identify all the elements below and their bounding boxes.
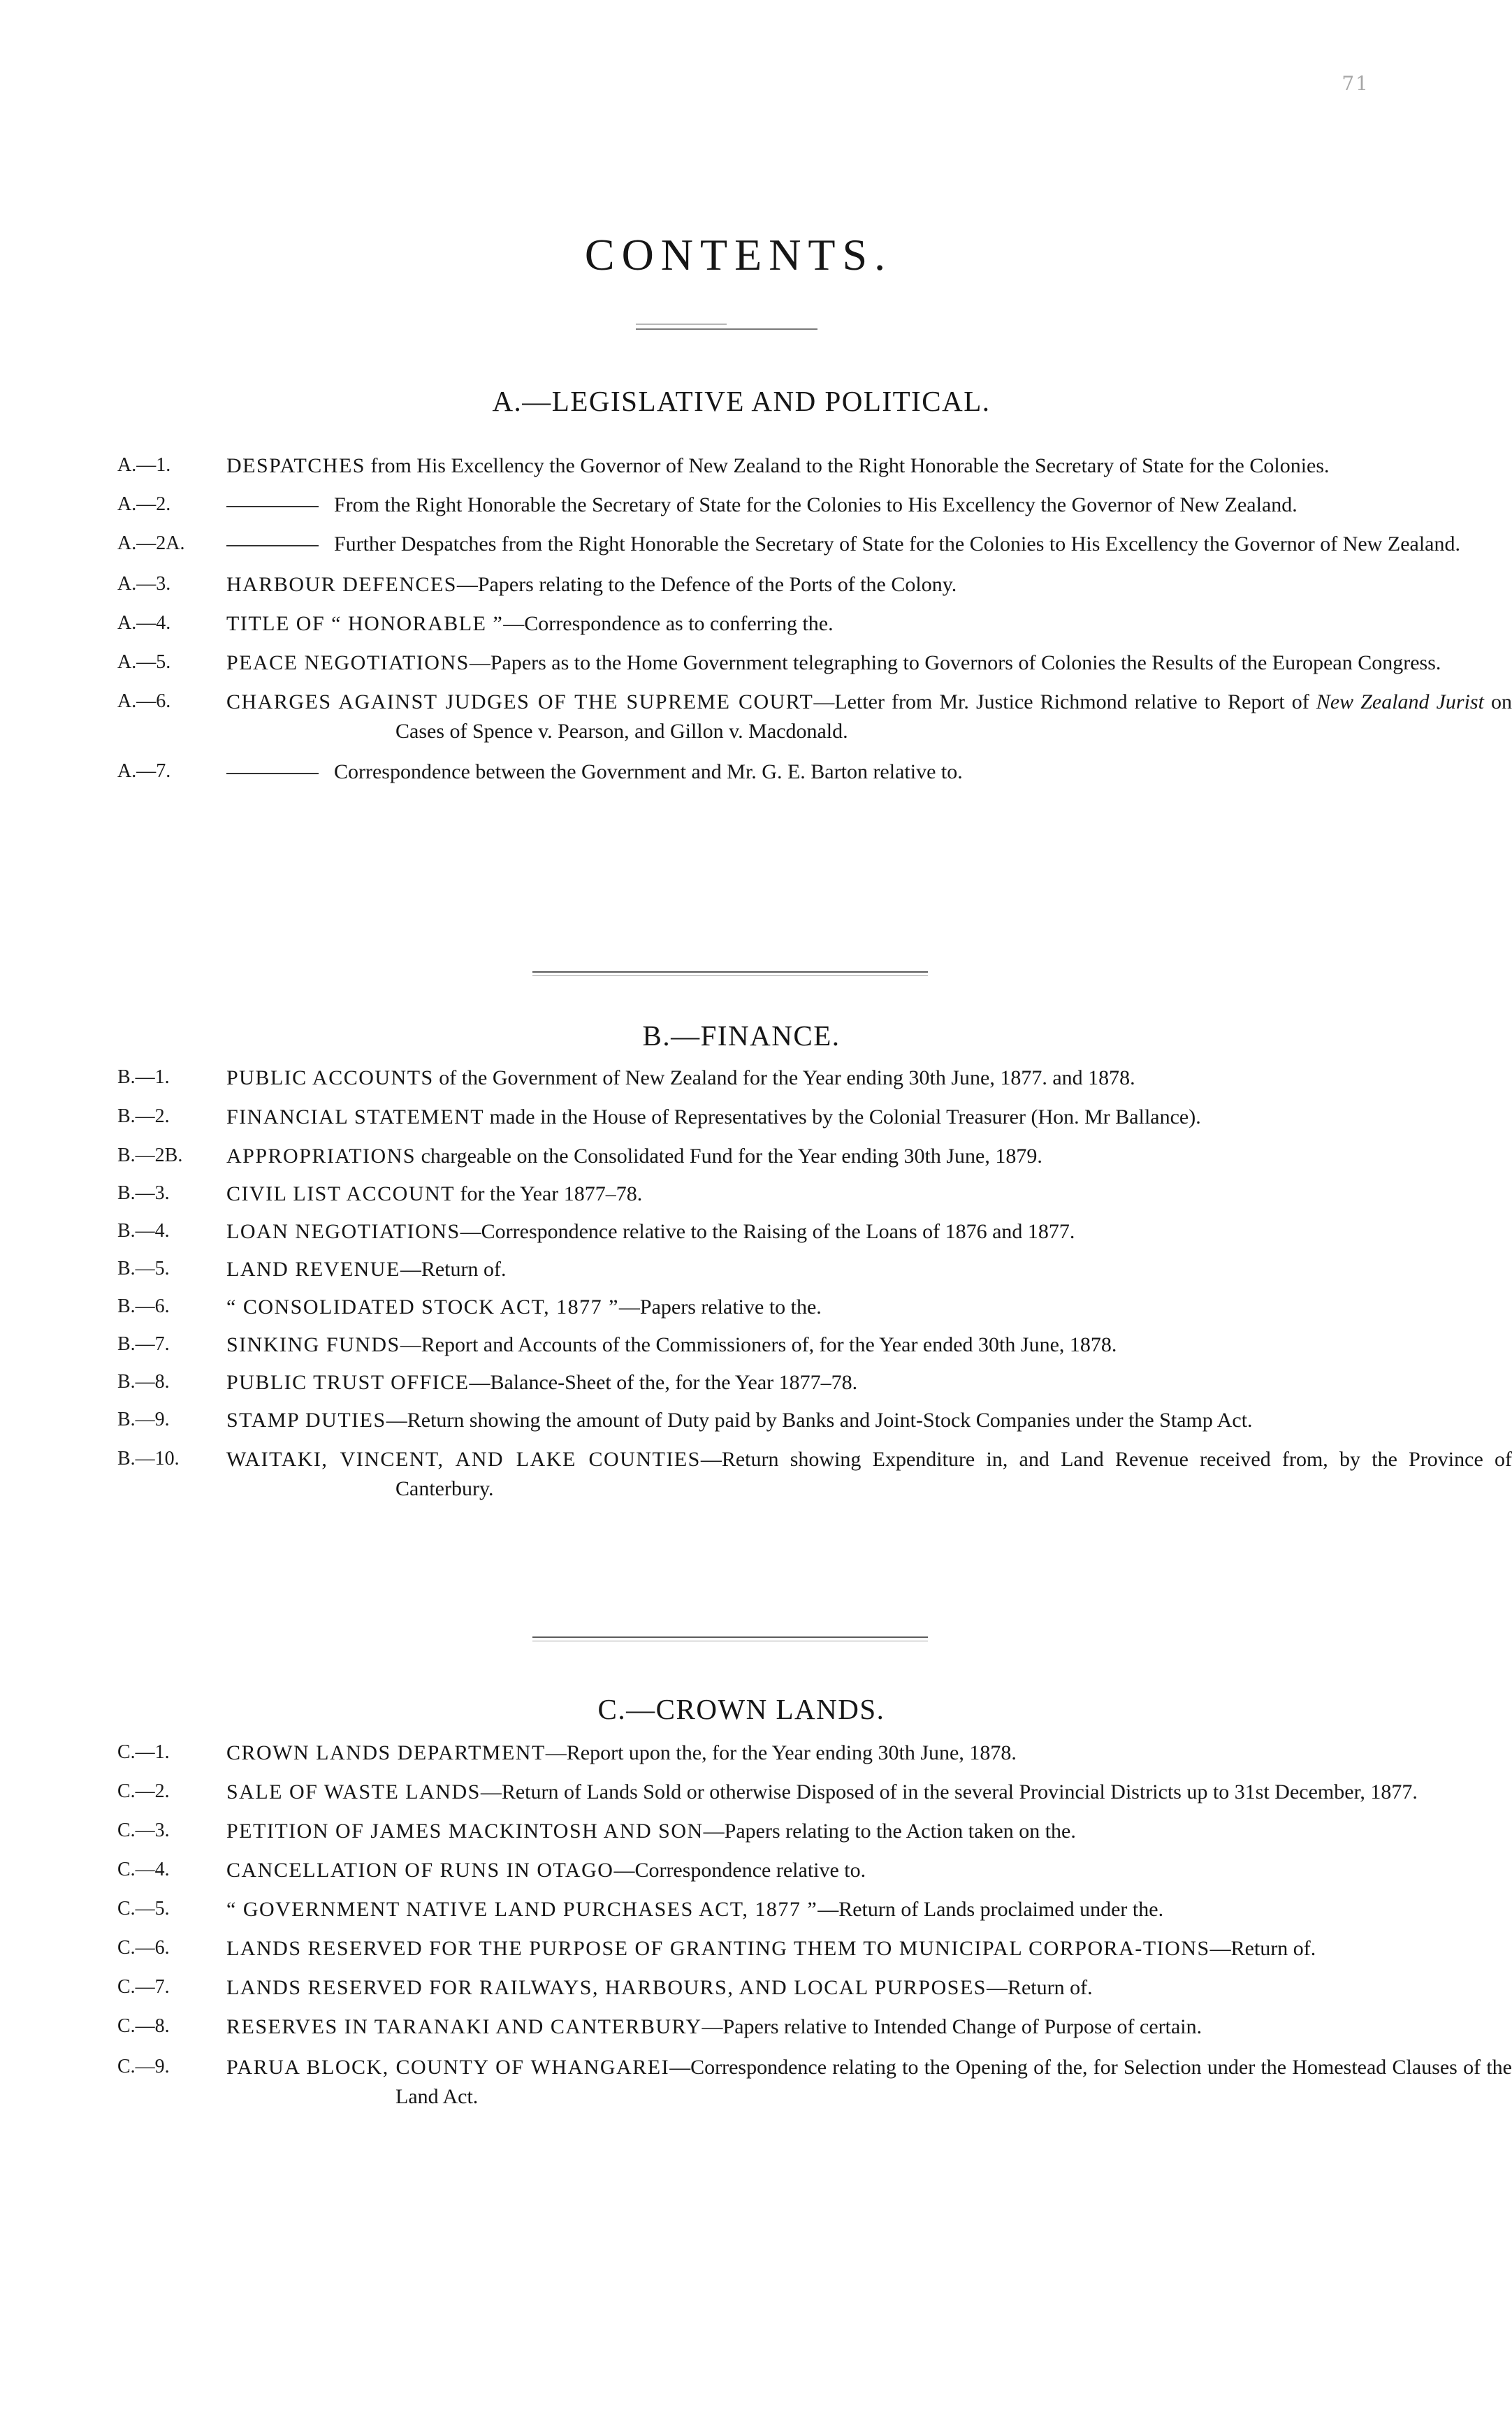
- list-item: [0, 1778, 1477, 1807]
- section-divider: [532, 1636, 928, 1638]
- section-finance: [0, 1019, 1512, 1504]
- list-item: [0, 2053, 1512, 2112]
- entry-code: C.—5.: [117, 1898, 170, 1919]
- entry-description: —Return showing Expenditure in, and Land Revenue received from, by the Province of Canterbury.: [395, 1448, 1512, 1500]
- entry-title: SALE OF WASTE LANDS: [226, 1780, 481, 1803]
- entry-description: chargeable on the Consolidated Fund for the Year ending 30th June, 1879.: [416, 1145, 1042, 1168]
- entry-title: CANCELLATION OF RUNS IN OTAGO: [226, 1859, 614, 1882]
- page-title: CONTENTS.: [584, 230, 893, 280]
- entry-code: B.—3.: [117, 1182, 170, 1204]
- entry-description: —Letter from Mr. Justice Richmond relative to Report of: [813, 690, 1316, 713]
- entry-text: [226, 1973, 1512, 2003]
- entry-text: [226, 1293, 1512, 1322]
- entry-text: [226, 530, 1512, 559]
- entry-text: [226, 609, 1512, 639]
- entry-description: —Papers relating to the Defence of the Ports of the Colony.: [456, 573, 957, 596]
- entry-text: [226, 1895, 1512, 1924]
- entry-text: [226, 757, 1512, 787]
- entry-code: B.—7.: [117, 1333, 170, 1355]
- entry-code: B.—2.: [117, 1105, 170, 1127]
- entry-text: [226, 1368, 1512, 1398]
- entry-text: [226, 2053, 1512, 2112]
- entry-text: [226, 1934, 1512, 1963]
- entry-code: B.—9.: [117, 1409, 170, 1430]
- entry-description: Correspondence between the Government and Mr. G. E. Barton relative to.: [334, 760, 963, 783]
- list-item: [0, 1738, 1477, 1768]
- entry-title: “ GOVERNMENT NATIVE LAND PURCHASES ACT, 1877 ”: [226, 1898, 818, 1921]
- entry-description: —Papers relative to the.: [618, 1295, 822, 1319]
- entry-title: TITLE OF “ HONORABLE ”: [226, 612, 504, 635]
- entry-title: CIVIL LIST ACCOUNT: [226, 1182, 455, 1205]
- entry-list: [0, 451, 1512, 787]
- entry-code: A.—7.: [117, 760, 171, 782]
- entry-text: [226, 1103, 1512, 1132]
- list-item: [0, 1973, 1477, 2003]
- list-item: [0, 1293, 1477, 1322]
- entry-code: B.—2B.: [117, 1145, 183, 1166]
- entry-list: [0, 1064, 1512, 1504]
- section-crown-lands: [0, 1692, 1512, 2112]
- entry-description: —Correspondence relative to the Raising of the Loans of 1876 and 1877.: [460, 1220, 1075, 1243]
- title-rule: [636, 328, 817, 330]
- entry-title: PARUA BLOCK, COUNTY OF WHANGAREI: [226, 2056, 670, 2079]
- entry-title: PETITION OF JAMES MACKINTOSH AND SON: [226, 1820, 704, 1843]
- entry-text: [226, 1142, 1512, 1171]
- entry-text: [226, 648, 1512, 678]
- list-item: [0, 1064, 1477, 1093]
- entry-text: [226, 2012, 1512, 2042]
- list-item: [0, 1217, 1477, 1247]
- list-item: [0, 1445, 1512, 1504]
- entry-list: [0, 1738, 1512, 2112]
- page-number: 71: [1342, 72, 1369, 95]
- list-item: [0, 491, 1477, 520]
- entry-code: A.—2.: [117, 493, 171, 515]
- list-item: [0, 1368, 1477, 1398]
- section-heading: C.—CROWN LANDS.: [597, 1693, 885, 1725]
- entry-text: [226, 451, 1512, 481]
- entry-text: [226, 1179, 1512, 1209]
- entry-code: C.—4.: [117, 1859, 170, 1880]
- entry-title: PUBLIC ACCOUNTS: [226, 1066, 434, 1089]
- entry-text: [226, 491, 1512, 520]
- list-item: [0, 1255, 1477, 1284]
- entry-text: [226, 570, 1512, 600]
- list-item: [0, 757, 1477, 787]
- list-item: [0, 1817, 1477, 1846]
- list-item: [0, 1934, 1477, 1963]
- list-item: [0, 609, 1477, 639]
- entry-code: B.—8.: [117, 1371, 170, 1393]
- entry-code: C.—7.: [117, 1976, 170, 1998]
- ditto-dash: [226, 506, 319, 507]
- entry-text: [226, 1255, 1512, 1284]
- entry-code: C.—3.: [117, 1820, 170, 1841]
- entry-text: [226, 1738, 1512, 1768]
- entry-text: [226, 1856, 1512, 1885]
- entry-description: Further Despatches from the Right Honorable the Secretary of State for the Colonies to His Excellency the Governor of New Zealand.: [334, 532, 1461, 556]
- list-item: [0, 1895, 1477, 1924]
- list-item: [0, 1103, 1477, 1132]
- entry-description: of the Government of New Zealand for the Year ending 30th June, 1877. and 1878.: [433, 1066, 1135, 1089]
- section-heading: B.—FINANCE.: [642, 1019, 841, 1052]
- entry-description: —Papers as to the Home Government telegraphing to Governors of Colonies the Results of the European Congress.: [469, 651, 1441, 674]
- entry-title: DESPATCHES: [226, 454, 365, 477]
- section-divider: [532, 971, 928, 973]
- entry-title: CHARGES AGAINST JUDGES OF THE SUPREME COURT: [226, 690, 814, 713]
- entry-code: A.—5.: [117, 651, 171, 673]
- entry-description: —Papers relating to the Action taken on the.: [703, 1820, 1076, 1843]
- entry-code: C.—1.: [117, 1741, 170, 1763]
- list-item: [0, 570, 1477, 600]
- entry-code: B.—4.: [117, 1220, 170, 1242]
- section-heading: A.—LEGISLATIVE AND POLITICAL.: [492, 385, 991, 417]
- list-item: [0, 688, 1512, 746]
- entry-title: WAITAKI, VINCENT, AND LAKE COUNTIES: [226, 1448, 701, 1471]
- entry-title: APPROPRIATIONS: [226, 1145, 416, 1168]
- list-item: [0, 1406, 1477, 1435]
- entry-code: C.—9.: [117, 2056, 170, 2077]
- entry-text: [226, 1064, 1512, 1093]
- entry-title: LANDS RESERVED FOR RAILWAYS, HARBOURS, AND LOCAL PURPOSES: [226, 1976, 987, 1999]
- entry-code: B.—5.: [117, 1258, 170, 1279]
- entry-text: [226, 1817, 1512, 1846]
- entry-description: —Return of.: [400, 1258, 507, 1281]
- list-item: [0, 530, 1477, 559]
- entry-description: —Return of Lands Sold or otherwise Disposed of in the several Provincial Districts up to 31st December, 1877.: [480, 1780, 1418, 1803]
- entry-description: —Return of.: [1209, 1937, 1316, 1960]
- entry-title: “ CONSOLIDATED STOCK ACT, 1877 ”: [226, 1295, 619, 1319]
- entry-title: STAMP DUTIES: [226, 1409, 386, 1432]
- entry-title: FINANCIAL STATEMENT: [226, 1105, 485, 1128]
- list-item: [0, 1330, 1477, 1360]
- list-item: [0, 451, 1477, 481]
- entry-description: for the Year 1877–78.: [455, 1182, 643, 1205]
- entry-code: B.—1.: [117, 1066, 170, 1088]
- entry-code: B.—6.: [117, 1295, 170, 1317]
- entry-code: B.—10.: [117, 1448, 180, 1469]
- entry-description: —Correspondence relative to.: [613, 1859, 866, 1882]
- entry-description-cont: on Cases of Spence v. Pearson, and Gillon v. Macdonald.: [395, 690, 1512, 743]
- entry-title: HARBOUR DEFENCES: [226, 573, 457, 596]
- entry-description: —Correspondence relating to the Opening of the, for Selection under the Homestead Clauses of the Land Act.: [395, 2056, 1512, 2108]
- entry-text: [226, 1330, 1512, 1360]
- entry-description: —Report upon the, for the Year ending 30th June, 1878.: [545, 1741, 1017, 1764]
- section-legislative-political: [0, 384, 1512, 787]
- entry-description: From the Right Honorable the Secretary of State for the Colonies to His Excellency the Governor of New Zealand.: [334, 493, 1297, 516]
- entry-description: made in the House of Representatives by the Colonial Treasurer (Hon. Mr Ballance).: [484, 1105, 1201, 1128]
- entry-code: C.—8.: [117, 2015, 170, 2037]
- entry-title: LAND REVENUE: [226, 1258, 400, 1281]
- entry-code: A.—4.: [117, 612, 171, 634]
- entry-text: [226, 688, 1512, 746]
- list-item: [0, 1856, 1477, 1885]
- entry-text: [226, 1445, 1512, 1504]
- entry-description: —Return of Lands proclaimed under the.: [817, 1898, 1164, 1921]
- ditto-dash: [226, 773, 319, 774]
- entry-code: C.—2.: [117, 1780, 170, 1802]
- entry-description: —Return showing the amount of Duty paid by Banks and Joint-Stock Companies under the Stamp Act.: [386, 1409, 1253, 1432]
- entry-description: —Balance-Sheet of the, for the Year 1877–78.: [469, 1371, 858, 1394]
- entry-description: —Report and Accounts of the Commissioners of, for the Year ended 30th June, 1878.: [400, 1333, 1117, 1356]
- entry-text: [226, 1217, 1512, 1247]
- entry-description: —Papers relative to Intended Change of Purpose of certain.: [702, 2015, 1202, 2038]
- entry-title: PUBLIC TRUST OFFICE: [226, 1371, 470, 1394]
- list-item: [0, 1179, 1477, 1209]
- entry-code: A.—1.: [117, 454, 171, 476]
- entry-title: CROWN LANDS DEPARTMENT: [226, 1741, 546, 1764]
- entry-text: [226, 1778, 1512, 1807]
- entry-title: SINKING FUNDS: [226, 1333, 400, 1356]
- entry-publication: New Zealand Jurist: [1316, 690, 1484, 713]
- ditto-dash: [226, 545, 319, 546]
- entry-title: PEACE NEGOTIATIONS: [226, 651, 470, 674]
- entry-title: RESERVES IN TARANAKI AND CANTERBURY: [226, 2015, 702, 2038]
- entry-description: from His Excellency the Governor of New Zealand to the Right Honorable the Secretary of State for the Colonies.: [365, 454, 1330, 477]
- entry-code: C.—6.: [117, 1937, 170, 1959]
- entry-title: LOAN NEGOTIATIONS: [226, 1220, 460, 1243]
- entry-code: A.—3.: [117, 573, 171, 595]
- entry-description: —Correspondence as to conferring the.: [503, 612, 834, 635]
- list-item: [0, 1142, 1477, 1171]
- list-item: [0, 2012, 1477, 2042]
- entry-description: —Return of.: [986, 1976, 1093, 1999]
- entry-code: A.—2A.: [117, 532, 185, 554]
- list-item: [0, 648, 1477, 678]
- entry-text: [226, 1406, 1512, 1435]
- entry-code: A.—6.: [117, 690, 171, 712]
- entry-title: LANDS RESERVED FOR THE PURPOSE OF GRANTING THEM TO MUNICIPAL CORPORA-TIONS: [226, 1937, 1210, 1960]
